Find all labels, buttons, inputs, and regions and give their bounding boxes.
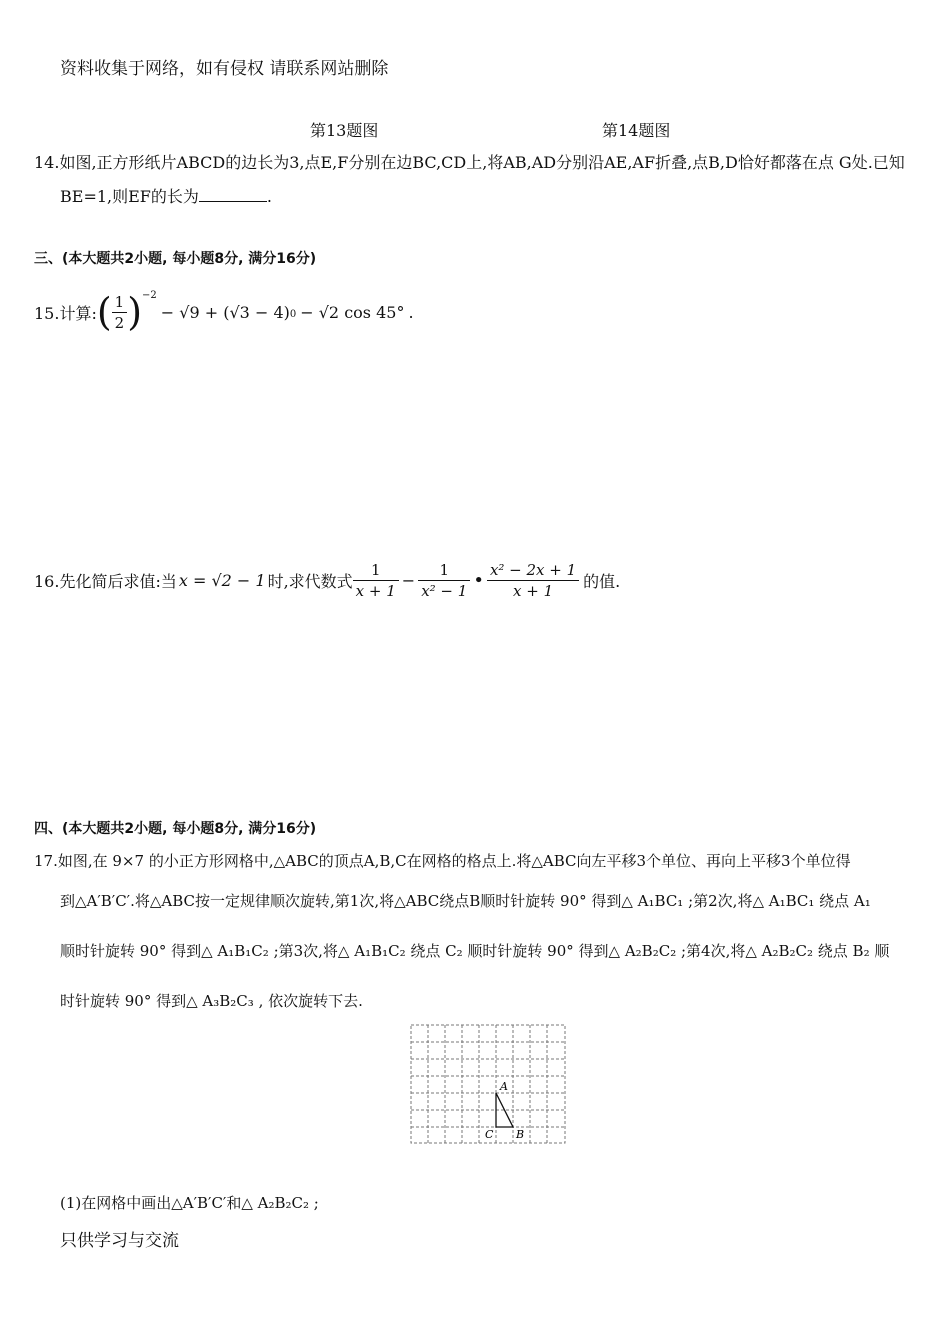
grid-figure — [410, 1024, 566, 1144]
q16-formula — [34, 556, 620, 604]
q16-minus: − — [401, 570, 416, 590]
q17-line4: 时针旋转 90° 得到△ A₃B₂C₃ , 依次旋转下去. — [60, 992, 363, 1010]
q15-zero-exponent: 0 — [289, 308, 297, 320]
q15-tail: − √2 cos 45° — [300, 302, 405, 322]
section-3-title: 三、(本大题共2小题, 每小题8分, 满分16分) — [34, 251, 317, 267]
q17-line3: 顺时针旋转 90° 得到△ A₁B₁C₂ ;第3次,将△ A₁B₁C₂ 绕点 C₂ 顺时针旋转 90° 得到△ A₂B₂C₂ ;第4次,将△ A₂B₂C₂ 绕点 B₂ 顺 — [60, 942, 890, 960]
label-c: C — [485, 1128, 494, 1141]
q15-prefix: 15.计算: — [34, 303, 97, 323]
q16-prefix: 16.先化简后求值:当 — [34, 571, 177, 591]
left-paren: ( — [96, 290, 112, 334]
q16-frac3-den: x + 1 — [513, 581, 554, 600]
section-4-title: 四、(本大题共2小题, 每小题8分, 满分16分) — [34, 821, 317, 837]
grid-svg — [410, 1024, 566, 1144]
q16-x-value: x = √2 − 1 — [178, 570, 266, 590]
q15-half — [112, 292, 128, 333]
q17-line2: 到△A′B′C′.将△ABC按一定规律顺次旋转,第1次,将△ABC绕点B顺时针旋转 90° 得到△ A₁BC₁ ;第2次,将△ A₁BC₁ 绕点 A₁ — [60, 892, 871, 910]
q16-frac2-num: 1 — [418, 560, 470, 581]
q14-line2-end: . — [266, 187, 272, 206]
q15-half-den: 2 — [114, 313, 125, 332]
label-a: A — [500, 1080, 508, 1093]
answer-blank — [199, 187, 267, 202]
q16-frac1-num: 1 — [353, 560, 399, 581]
label-b: B — [516, 1128, 525, 1141]
q16-frac1 — [353, 560, 399, 601]
q15-end: . — [408, 302, 414, 322]
q14-line2-text: BE=1,则EF的长为 — [60, 187, 199, 206]
q14-line2 — [60, 184, 272, 207]
figure-caption-14: 第14题图 — [602, 121, 671, 140]
q16-frac2 — [418, 560, 470, 601]
q14-line1: 14.如图,正方形纸片ABCD的边长为3,点E,F分别在边BC,CD上,将AB,AD分别沿AE,AF折叠,点B,D恰好都落在点 G处.已知 — [34, 153, 905, 172]
q16-dot: • — [473, 569, 484, 591]
q16-frac3-num: x² − 2x + 1 — [487, 560, 579, 581]
q15-rest: − √9 + (√3 − 4) — [160, 302, 290, 322]
figure-caption-13: 第13题图 — [310, 121, 379, 140]
q17-sub1: (1)在网格中画出△A′B′C′和△ A₂B₂C₂ ; — [60, 1194, 319, 1212]
right-paren: ) — [127, 290, 143, 334]
q16-frac2-den: x² − 1 — [421, 581, 468, 600]
grid-border — [411, 1025, 565, 1143]
q15-formula — [34, 288, 414, 336]
q15-half-num: 1 — [112, 292, 128, 313]
header-notice: 资料收集于网络，如有侵权 请联系网站删除 — [60, 59, 389, 79]
q16-mid: 时,求代数式 — [267, 571, 353, 591]
q16-frac3 — [487, 560, 579, 601]
footer-note: 只供学习与交流 — [60, 1231, 179, 1251]
q17-line1: 17.如图,在 9×7 的小正方形网格中,△ABC的顶点A,B,C在网格的格点上.将△ABC向左平移3个单位、再向上平移3个单位得 — [34, 852, 851, 870]
q15-exponent: −2 — [142, 290, 157, 301]
q16-frac1-den: x + 1 — [355, 581, 396, 600]
q16-end: 的值. — [583, 571, 621, 591]
